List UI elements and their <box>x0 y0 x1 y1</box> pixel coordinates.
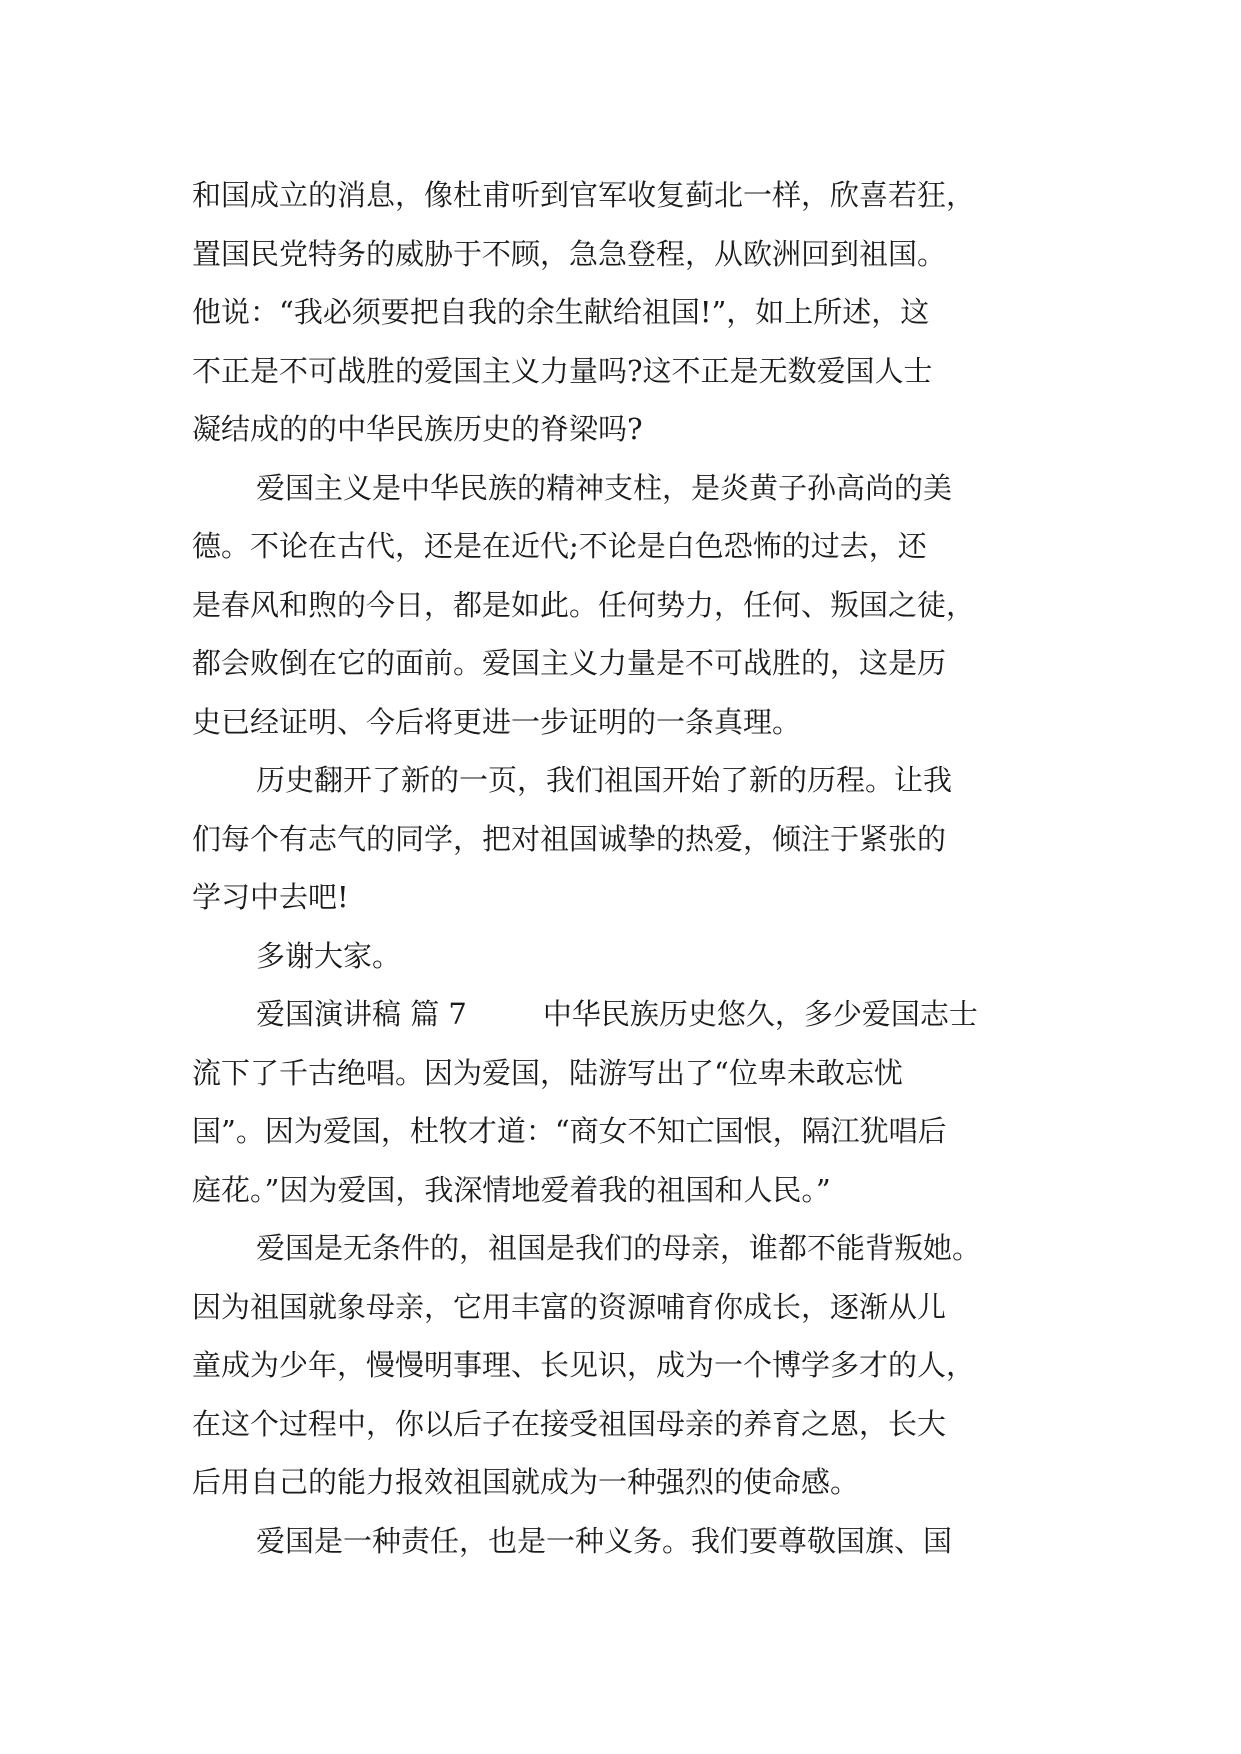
text-line: 他说：“我必须要把自我的余生献给祖国!”，如上所述，这 <box>192 295 930 329</box>
section-heading-line <box>256 985 1072 1043</box>
section-heading: 爱国演讲稿 篇 7 <box>256 997 467 1031</box>
text-line: 和国成立的消息，像杜甫听到官军收复蓟北一样，欣喜若狂， <box>192 178 976 212</box>
text-line: 流下了千古绝唱。因为爱国，陆游写出了“位卑未敢忘忧 <box>192 1056 903 1090</box>
paragraph-first-line: 历史翻开了新的一页，我们祖国开始了新的历程。让我 <box>256 763 953 797</box>
paragraph-first-line: 多谢大家。 <box>256 939 402 973</box>
text-line: 庭花。”因为爱国，我深情地爱着我的祖国和人民。” <box>192 1173 831 1207</box>
text-line: 学习中去吧! <box>192 880 349 914</box>
text-line: 史已经证明、今后将更进一步证明的一条真理。 <box>192 705 802 739</box>
text-line: 国”。因为爱国，杜牧才道：“商女不知亡国恨，隔江犹唱后 <box>192 1114 947 1148</box>
text-line: 后用自己的能力报效祖国就成为一种强烈的使命感。 <box>192 1465 860 1499</box>
text-line: 是春风和煦的今日，都是如此。任何势力，任何、叛国之徒， <box>192 588 976 622</box>
text-line: 置国民党特务的威胁于不顾，急急登程，从欧洲回到祖国。 <box>192 237 947 271</box>
text-line: 德。不论在古代，还是在近代;不论是白色恐怖的过去，还 <box>192 529 927 563</box>
text-line: 都会败倒在它的面前。爱国主义力量是不可战胜的，这是历 <box>192 646 947 680</box>
text-line: 童成为少年，慢慢明事理、长见识，成为一个博学多才的人， <box>192 1348 976 1382</box>
paragraph-first-line: 爱国是一种责任，也是一种义务。我们要尊敬国旗、国 <box>256 1524 953 1558</box>
text-line: 不正是不可战胜的爱国主义力量吗?这不正是无数爱国人士 <box>192 354 933 388</box>
paragraph-first-line: 爱国是无条件的，祖国是我们的母亲，谁都不能背叛她。 <box>256 1231 982 1265</box>
text-line: 因为祖国就象母亲，它用丰富的资源哺育你成长，逐渐从儿 <box>192 1290 947 1324</box>
text-line: 在这个过程中，你以后子在接受祖国母亲的养育之恩，长大 <box>192 1407 947 1441</box>
text-line: 们每个有志气的同学，把对祖国诚挚的热爱，倾注于紧张的 <box>192 822 947 856</box>
text-line: 凝结成的的中华民族历史的脊梁吗? <box>192 412 643 446</box>
paragraph-first-line: 爱国主义是中华民族的精神支柱，是炎黄子孙高尚的美 <box>256 471 953 505</box>
text-line: 中华民族历史悠久，多少爱国志士 <box>542 997 978 1031</box>
